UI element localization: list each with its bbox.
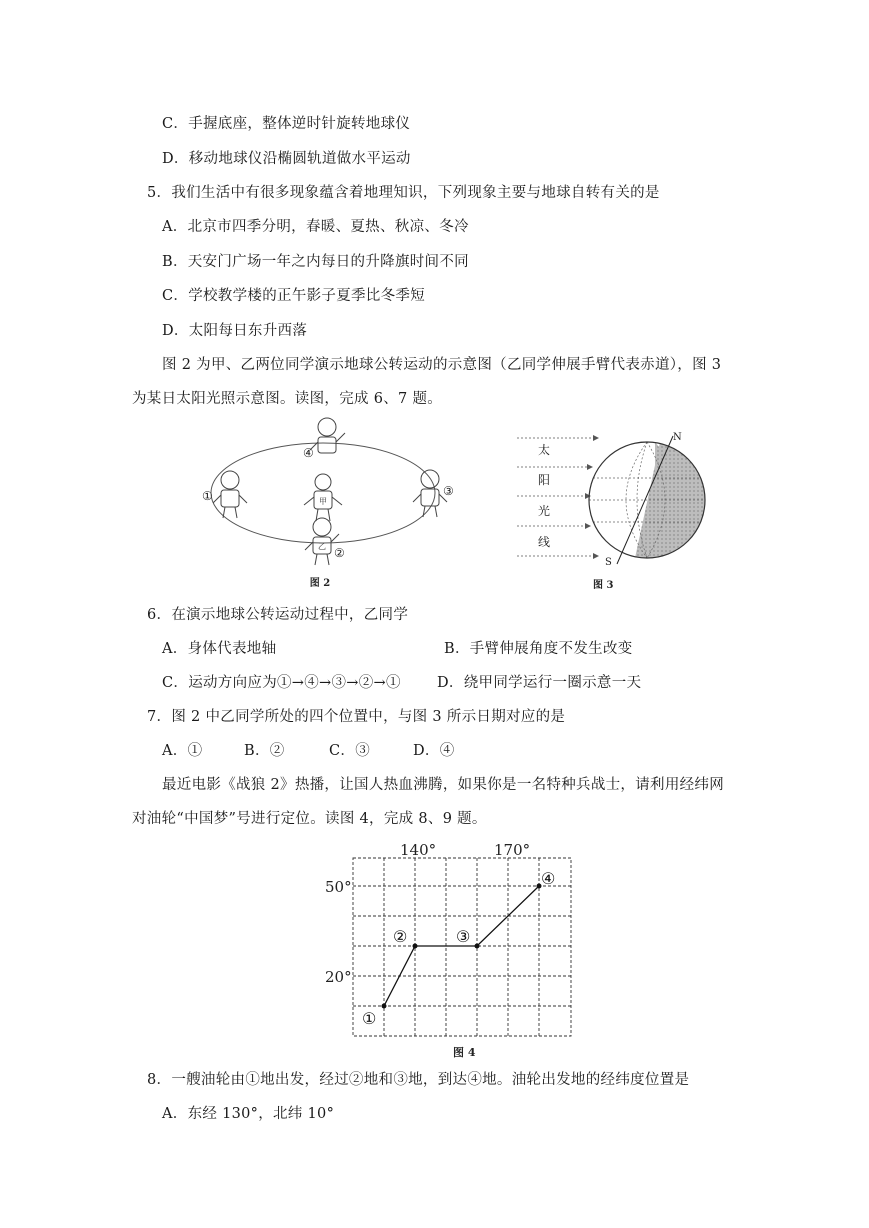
q5-option-a: A．北京市四季分明，春暖、夏热、秋凉、冬冷 bbox=[162, 219, 469, 235]
q6-option-b: B．手臂伸展角度不发生改变 bbox=[444, 641, 633, 657]
intro-67-line2: 为某日太阳光照示意图。读图，完成 6、7 题。 bbox=[132, 391, 443, 407]
student-label: 乙 bbox=[318, 542, 326, 551]
position-4-label: ④ bbox=[303, 446, 314, 460]
lon-label-140: 140° bbox=[400, 841, 437, 859]
q7-option-d: D．④ bbox=[413, 743, 455, 759]
position-2-label: ② bbox=[334, 546, 345, 560]
north-label: N bbox=[673, 432, 682, 443]
q7-option-c: C．③ bbox=[329, 743, 370, 759]
lat-label-50: 50° bbox=[325, 878, 352, 896]
sun-char-1: 太 bbox=[538, 443, 551, 457]
sun-rays bbox=[517, 438, 593, 556]
lon-label-170: 170° bbox=[494, 841, 531, 859]
q4-option-d: D．移动地球仪沿椭圆轨道做水平运动 bbox=[162, 151, 411, 167]
figure-4 bbox=[320, 838, 580, 1063]
q4-option-c: C．手握底座，整体逆时针旋转地球仪 bbox=[162, 116, 411, 132]
q8-stem: 8．一艘油轮由①地出发，经过②地和③地，到达④地。油轮出发地的经纬度位置是 bbox=[147, 1072, 690, 1088]
q7-option-b: B．② bbox=[244, 743, 285, 759]
figure-2-caption: 图 2 bbox=[309, 578, 331, 589]
south-label: S bbox=[605, 557, 612, 568]
q5-option-b: B．天安门广场一年之内每日的升降旗时间不同 bbox=[162, 254, 469, 270]
q5-stem: 5．我们生活中有很多现象蕴含着地理知识，下列现象主要与地球自转有关的是 bbox=[147, 185, 660, 201]
sun-char-2: 阳 bbox=[538, 473, 551, 487]
student-yi-figure-3 bbox=[413, 470, 447, 517]
q8-option-a: A．东经 130°，北纬 10° bbox=[162, 1106, 335, 1122]
q6-stem: 6．在演示地球公转运动过程中，乙同学 bbox=[147, 607, 409, 623]
center-label: 甲 bbox=[319, 497, 327, 506]
intro-67-line1: 图 2 为甲、乙两位同学演示地球公转运动的示意图（乙同学伸展手臂代表赤道），图 3 bbox=[162, 357, 722, 373]
q6-option-a: A．身体代表地轴 bbox=[162, 641, 277, 657]
sun-char-3: 光 bbox=[538, 504, 551, 518]
position-1-label: ① bbox=[202, 489, 213, 503]
route-point-4: ④ bbox=[541, 869, 556, 888]
q7-stem: 7．图 2 中乙同学所处的四个位置中，与图 3 所示日期对应的是 bbox=[147, 709, 566, 725]
q5-option-c: C．学校教学楼的正午影子夏季比冬季短 bbox=[162, 288, 425, 304]
position-3-label: ③ bbox=[443, 484, 454, 498]
q7-option-a: A．① bbox=[162, 743, 203, 759]
intro-89-line2: 对油轮“中国梦”号进行定位。读图 4，完成 8、9 题。 bbox=[132, 811, 487, 827]
q5-option-d: D．太阳每日东升西落 bbox=[162, 323, 308, 339]
figure-2 bbox=[195, 415, 485, 590]
student-yi-figure-4 bbox=[310, 418, 345, 453]
figure-3-caption: 图 3 bbox=[593, 580, 614, 591]
lat-label-20: 20° bbox=[325, 968, 352, 986]
route-point-1: ① bbox=[362, 1009, 377, 1028]
figure-3 bbox=[505, 418, 720, 593]
q6-option-d: D．绕甲同学运行一圈示意一天 bbox=[437, 675, 642, 691]
sun-char-4: 线 bbox=[538, 535, 551, 549]
figure-4-caption: 图 4 bbox=[453, 1046, 476, 1059]
q6-option-c: C．运动方向应为①→④→③→②→① bbox=[162, 675, 401, 691]
route-point-2: ② bbox=[393, 927, 408, 946]
intro-89-line1: 最近电影《战狼 2》热播，让国人热血沸腾，如果你是一名特种兵战士，请利用经纬网 bbox=[162, 777, 725, 793]
route-point-3: ③ bbox=[456, 927, 471, 946]
